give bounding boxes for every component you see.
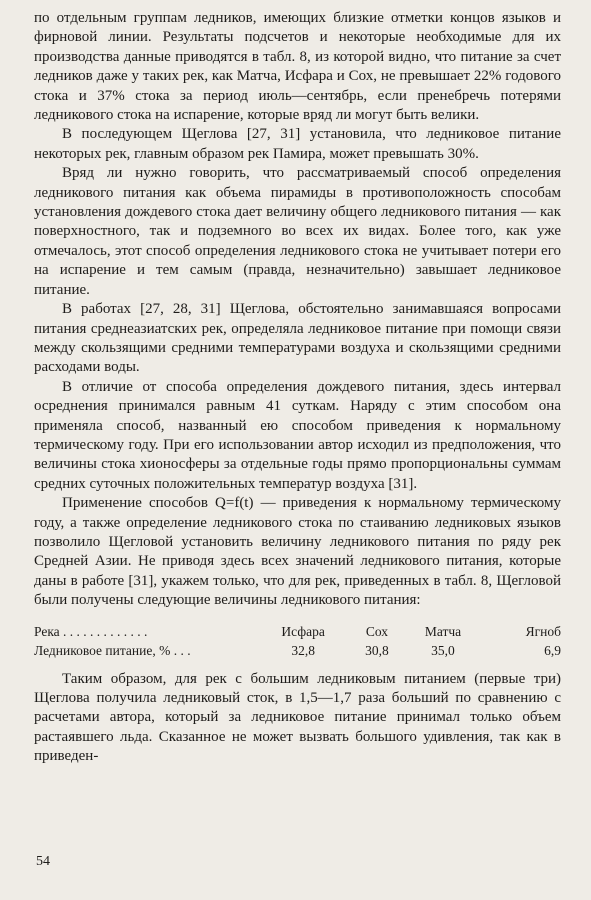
glacier-feeding-table <box>34 622 561 660</box>
table-header-cell: Исфара <box>281 623 325 639</box>
paragraph-4: В работах [27, 28, 31] Щеглова, обстоятельно занимавшаяся вопросами питания среднеазиатских рек, определяла ледниковое питание при помощи связи между скользящими средними температурами воздуха и скользящими средними расходами воды. <box>34 301 561 376</box>
paragraph-6: Применение способов Q=f(t) — приведения к нормальному термическому году, а также определение ледникового стока по стаиванию ледниковых языков позволило Щегловой установить величину ледникового питания по ряду рек Средней Азии. Не приводя здесь всех значений ледникового питания, которые даны в работе [31], укажем только, что для рек, приведенных в табл. 8, Щегловой были получены следующие величины ледникового питания: <box>34 495 561 609</box>
paragraph-1: по отдельным группам ледников, имеющих близкие отметки концов языков и фирновой линии. Результаты подсчетов и некоторые необходимые для их производства данные приводятся в табл. 8, из которой видно, что питание за счет ледников даже у таких рек, как Матча, Исфара и Сох, не превышает 22% годового стока и 37% стока за период июль—сентябрь, если пренебречь потерями ледникового стока на испарение, которые вряд ли могут быть велики. <box>34 10 561 124</box>
closing-paragraph: Таким образом, для рек с большим ледниковым питанием (первые три) Щеглова получила ледниковый сток, в 1,5—1,7 раза больший по сравнению с расчетами автора, который за ледниковое питание принимал только объем растаявшего льда. Сказанное не может вызвать большого удивления, так как в приведен- <box>34 670 561 765</box>
table-cell: 32,8 <box>291 642 315 658</box>
table-header-cell: Ягноб <box>525 623 561 639</box>
paragraph-2: В последующем Щеглова [27, 31] установила, что ледниковое питание некоторых рек, главным образом рек Памира, может превышать 30%. <box>34 126 561 162</box>
table-header-cell: Река . . . . . . . . . . . . . <box>34 623 148 639</box>
paragraph-3: Вряд ли нужно говорить, что рассматриваемый способ определения ледникового питания как объема пирамиды в противоположность способам установления дождевого стока дает величину общего ледникового питания — как поверхностного, так и подземного во всех их видах. Более того, как уже отмечалось, этот способ определения ледникового стока не учитывает потери его на испарение и тем самым (правда, незначительно) завышает ледниковое питание. <box>34 165 561 298</box>
table-header-cell: Сох <box>365 623 389 639</box>
page-number: 54 <box>36 854 50 869</box>
table-row <box>34 641 561 660</box>
table-cell: 6,9 <box>544 642 561 658</box>
table-cell: 35,0 <box>431 642 455 658</box>
table-cell: Ледниковое питание, % . . . <box>34 642 191 658</box>
paragraph-5: В отличие от способа определения дождевого питания, здесь интервал осреднения принимался равным 41 суткам. Наряду с этим способом она применяла способ, названный ею способом приведения к нормальному термическому году. При его использовании автор исходил из предположения, что величины стока хионосферы за отдельные годы прямо пропорциональны суммам средних суточных положительных температур воздуха [31]. <box>34 378 561 492</box>
table-header-row <box>34 622 561 641</box>
table-header-cell: Матча <box>424 623 462 639</box>
table-cell: 30,8 <box>365 642 389 658</box>
